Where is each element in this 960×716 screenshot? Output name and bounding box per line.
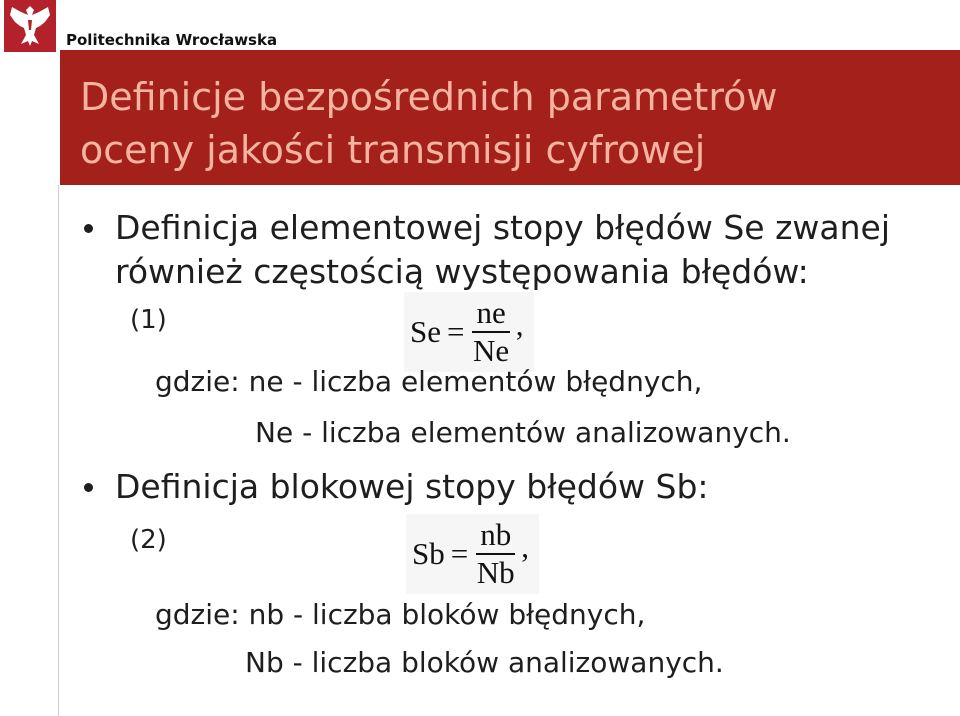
fraction-denominator: Nb: [476, 555, 515, 591]
bullet-1-line-2: również częstością występowania błędów:: [115, 252, 809, 291]
fraction-numerator: nb: [476, 518, 515, 555]
formula-sb: [406, 514, 539, 594]
formula-comma: ,: [521, 529, 529, 565]
equals-sign: =: [450, 536, 469, 572]
equation-1-label: (1): [130, 305, 167, 335]
institution-name: Politechnika Wrocławska: [66, 31, 278, 49]
equation-2-label: (2): [130, 525, 167, 555]
bullet-icon: [84, 483, 93, 492]
formula-lhs: Se: [410, 314, 441, 350]
fraction-denominator: Ne: [473, 333, 510, 369]
where-2-line-2: Nb - liczba bloków analizowanych.: [245, 646, 724, 679]
logo-eagle-icon: [4, 0, 56, 52]
where-1-line-1: gdzie: ne - liczba elementów błędnych,: [155, 365, 703, 398]
where-1-line-2: Ne - liczba elementów analizowanych.: [255, 416, 791, 449]
slide-title-line-2: oceny jakości transmisji cyfrowej: [80, 128, 706, 172]
formula-comma: ,: [515, 307, 524, 343]
formula-se: [404, 292, 534, 372]
left-divider: [58, 185, 59, 716]
where-2-line-1: gdzie: nb - liczba bloków błędnych,: [155, 598, 646, 631]
fraction: [476, 518, 515, 590]
formula-lhs: Sb: [412, 536, 445, 572]
fraction: [472, 296, 509, 368]
bullet-1-line-1: Definicja elementowej stopy błędów Se zwanej: [115, 208, 891, 247]
bullet-2-line-1: Definicja blokowej stopy błędów Sb:: [115, 467, 709, 506]
bullet-icon: [84, 224, 93, 233]
equals-sign: =: [447, 314, 465, 350]
slide-title-line-1: Definicje bezpośrednich parametrów: [80, 75, 778, 119]
fraction-numerator: ne: [472, 296, 509, 333]
